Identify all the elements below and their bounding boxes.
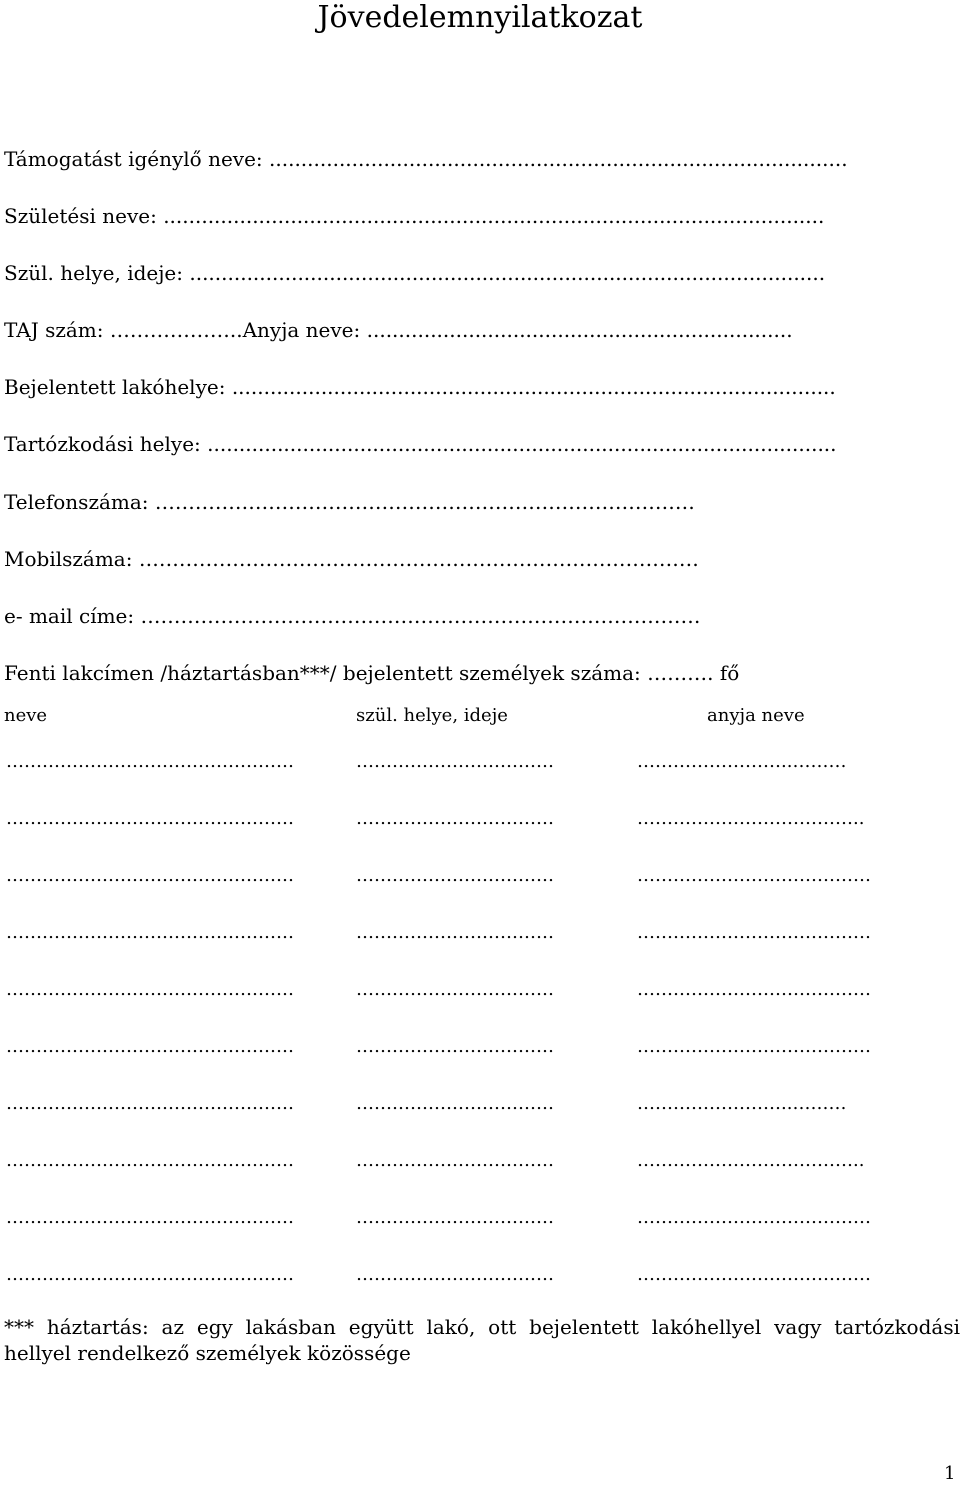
household-count-field: Fenti lakcímen /háztartásban***/ bejelentett személyek száma: ………. fő [4,661,740,685]
table-cell: …………………………… [356,1150,554,1171]
birth-place-date-field: Szül. helye, ideje: .................................................................................................... [4,261,826,285]
table-cell: ……………………………….. [637,1150,865,1171]
table-cell: …………………………… [356,922,554,943]
registered-address-field: Bejelentett lakóhelye: ............................................................................................... [4,375,836,399]
table-cell: ………………………………………… [6,865,294,886]
email-field: e- mail címe: ………………………………………………………………………… [4,604,701,628]
table-cell: ……………………………….. [637,808,865,829]
table-cell: ………………………………… [637,865,871,886]
column-header-name: neve [4,705,48,726]
mobile-field: Mobilszáma: ………………………………………………………………………… [4,547,699,571]
residence-field: Tartózkodási helye: ................................................................................................... [4,432,837,456]
table-cell: …………………………… [356,1207,554,1228]
table-cell: ……………………..……… [637,1093,847,1114]
table-cell: ………………………………… [637,979,871,1000]
phone-field: Telefonszáma: ……………………………………………………………………… [4,490,695,514]
table-cell: ………………………………………… [6,1093,294,1114]
column-header-mother: anyja neve [707,705,805,726]
table-cell: ………………………………………… [6,979,294,1000]
household-footnote: *** háztartás: az egy lakásban együtt lakó, ott bejelentett lakóhellyel vagy tartózkodási hellyel rendelkező személyek közössége [4,1315,960,1365]
table-cell: ………………………………………… [6,922,294,943]
table-cell: …………………………… [356,808,554,829]
table-cell: ………………………………… [637,922,871,943]
table-cell: …………………………… [356,1264,554,1285]
table-cell: ………………………………………… [6,751,294,772]
table-cell: …………………………… [356,751,554,772]
page-number: 1 [944,1463,956,1484]
table-cell: ………………………………………… [6,1207,294,1228]
table-cell: ………………………………………… [6,808,294,829]
taj-mother-name-field: TAJ szám: ………………..Anyja neve: ................................................................... [4,318,793,342]
applicant-name-field: Támogatást igénylő neve: ........................................................................................... [4,147,848,171]
table-cell: …………………………… [356,1036,554,1057]
table-cell: ………………………………… [637,1264,871,1285]
table-cell: ………………………………………… [6,1264,294,1285]
table-cell: ………………………………………… [6,1150,294,1171]
column-header-birth: szül. helye, ideje [356,705,508,726]
table-cell: ………………………………… [637,1036,871,1057]
table-cell: ………………………………………… [6,1036,294,1057]
document-title: Jövedelemnyilatkozat [317,0,643,35]
table-cell: …………………………… [356,865,554,886]
table-cell: ………………………………… [637,1207,871,1228]
table-cell: ……………………..……… [637,751,847,772]
table-cell: …………………………… [356,979,554,1000]
table-cell: …………………………… [356,1093,554,1114]
birth-name-field: Születési neve: ........................................................................................................ [4,204,825,228]
